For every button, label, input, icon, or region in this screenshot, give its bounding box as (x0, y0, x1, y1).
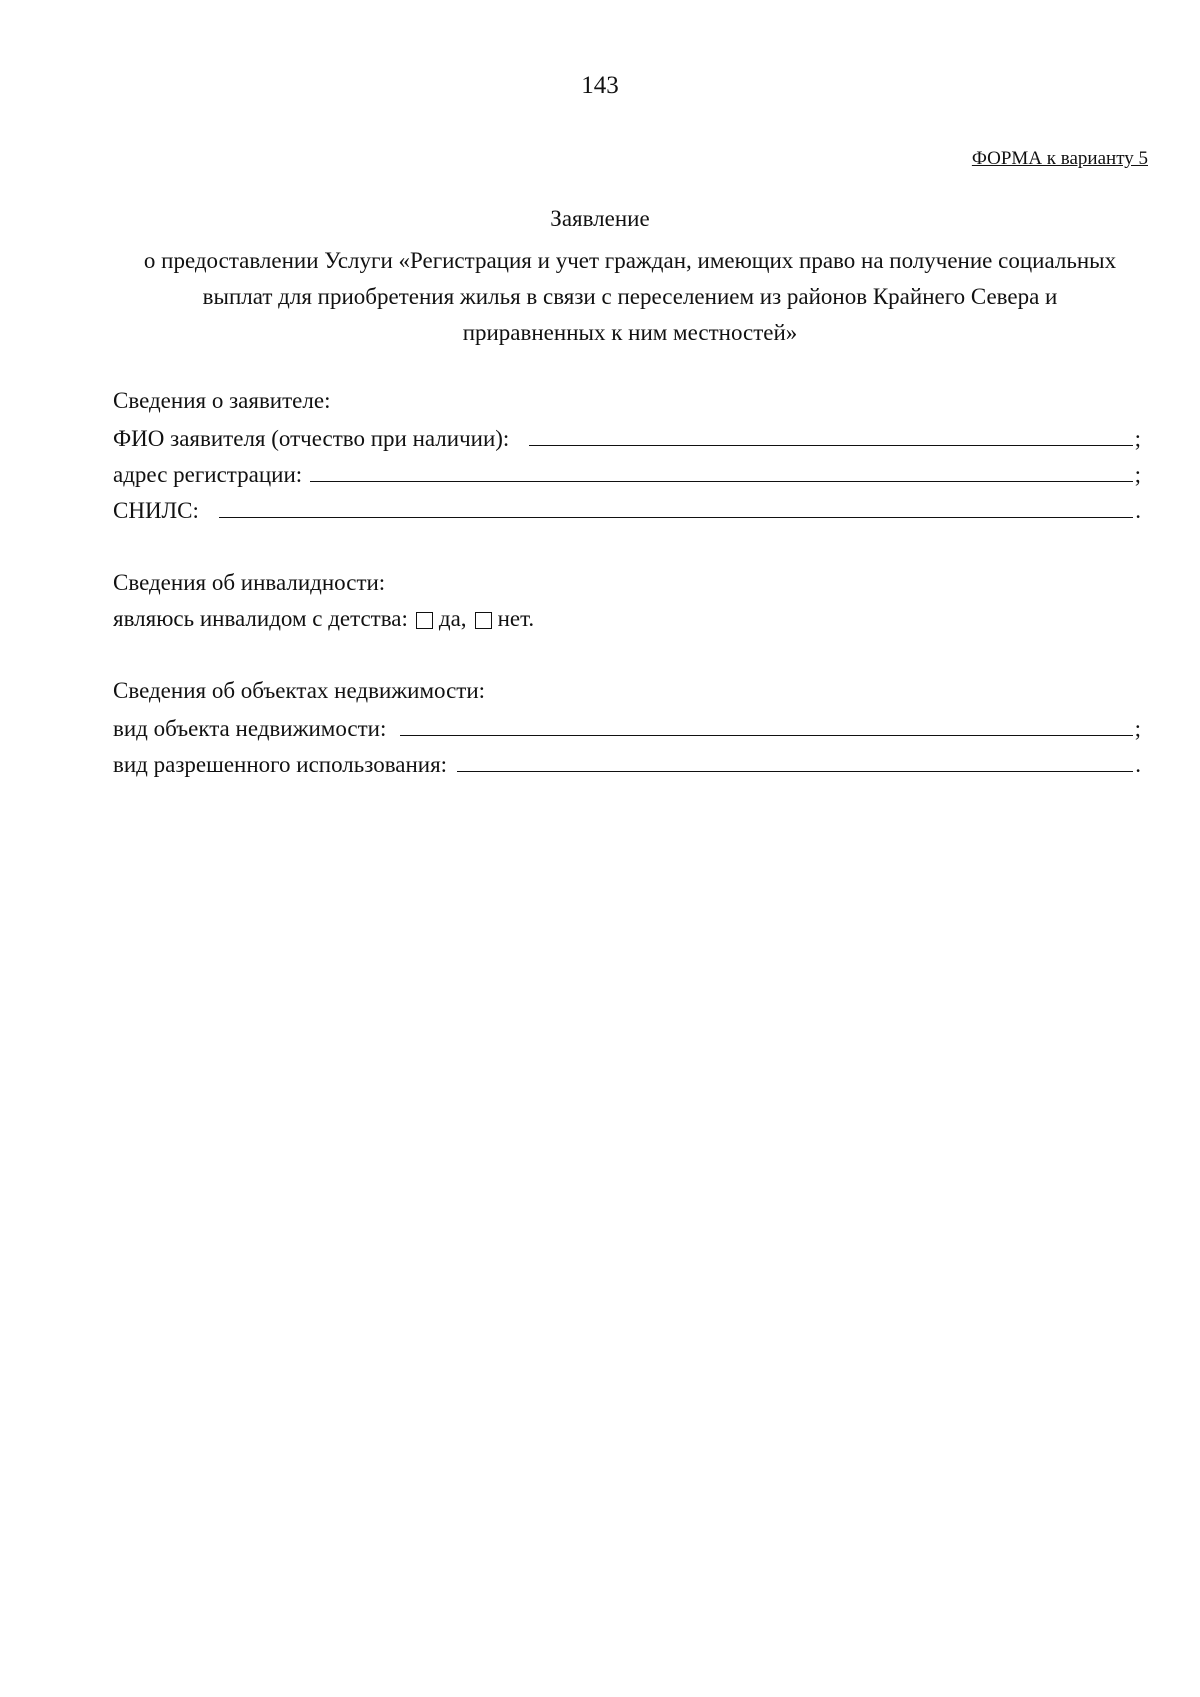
field-label: адрес регистрации: (113, 462, 303, 487)
field-end: . (1135, 498, 1141, 523)
field-label: ФИО заявителя (отчество при наличии): (113, 426, 510, 451)
snils-input[interactable] (219, 517, 1133, 518)
applicant-name-field[interactable] (113, 418, 1141, 452)
registration-address-input[interactable] (310, 481, 1132, 482)
snils-field[interactable] (113, 490, 1141, 524)
yes-checkbox[interactable] (416, 612, 433, 629)
field-label: вид объекта недвижимости: (113, 716, 387, 741)
subtitle-line: выплат для приобретения жилья в связи с переселением из районов Крайнего Севера и (202, 284, 1058, 309)
page-number: 143 (581, 72, 619, 99)
no-option-label: нет. (497, 606, 535, 631)
applicant-heading: Сведения о заявителе: (113, 388, 331, 413)
property-heading: Сведения об объектах недвижимости: (113, 678, 486, 703)
form-reference: ФОРМА к варианту 5 (971, 148, 1148, 169)
yes-option-label: да, (438, 606, 467, 631)
field-end: ; (1134, 462, 1141, 487)
field-label: СНИЛС: (113, 498, 199, 523)
permitted-use-field[interactable] (113, 744, 1141, 778)
registration-address-field[interactable] (113, 454, 1141, 488)
property-type-input[interactable] (400, 735, 1132, 736)
document-title: Заявление (550, 206, 650, 231)
no-checkbox[interactable] (475, 612, 492, 629)
field-end: ; (1134, 426, 1141, 451)
field-end: . (1135, 752, 1141, 777)
disability-question: являюсь инвалидом с детства: (113, 606, 408, 631)
document-subtitle (110, 243, 1150, 351)
permitted-use-input[interactable] (457, 771, 1133, 772)
field-end: ; (1134, 716, 1141, 741)
field-label: вид разрешенного использования: (113, 752, 448, 777)
property-type-field[interactable] (113, 708, 1141, 742)
subtitle-line: о предоставлении Услуги «Регистрация и учет граждан, имеющих право на получение социальных (143, 248, 1117, 273)
subtitle-line: приравненных к ним местностей» (462, 320, 798, 345)
applicant-name-input[interactable] (529, 445, 1132, 446)
disability-question-row (113, 606, 534, 632)
disability-heading: Сведения об инвалидности: (113, 570, 386, 595)
